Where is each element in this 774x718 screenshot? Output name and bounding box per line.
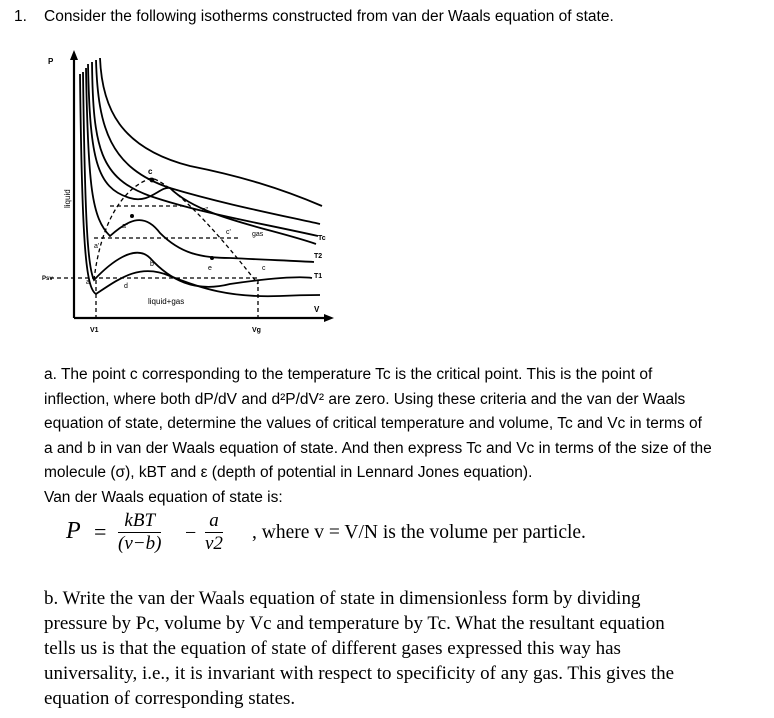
label-b: b xyxy=(150,261,154,268)
fraction-denominator: v2 xyxy=(205,533,223,554)
equation-tail: , where v = V/N is the volume per particle. xyxy=(252,522,586,543)
isotherm-top-1 xyxy=(100,58,322,206)
label-e: e xyxy=(208,265,212,272)
label-v-axis: V xyxy=(314,305,320,314)
equation-minus: − xyxy=(185,522,197,544)
p-axis-arrow xyxy=(70,50,78,60)
point-e-marker xyxy=(210,256,214,260)
label-a1: a' xyxy=(94,243,100,250)
question-number: 1. xyxy=(14,8,27,25)
van-der-waals-equation xyxy=(60,510,760,562)
critical-point-marker xyxy=(150,178,155,183)
label-p-axis: P xyxy=(48,57,54,66)
part-a-line: Van der Waals equation of state is: xyxy=(44,488,283,506)
part-a-line: a. The point c corresponding to the temperature Tc is the critical point. This is the point of xyxy=(44,366,653,383)
label-a2: a" xyxy=(122,223,129,230)
isotherm-tc xyxy=(88,64,316,244)
equation-equals: = xyxy=(94,519,107,544)
isotherm-top-2 xyxy=(96,60,320,224)
fraction-numerator: kBT xyxy=(118,510,161,533)
part-a-text xyxy=(44,363,769,510)
label-psv: Psv xyxy=(42,276,53,282)
fraction-numerator: a xyxy=(205,510,223,533)
label-vg: Vg xyxy=(252,327,261,334)
question-text: Consider the following isotherms constructed from van der Waals equation of state. xyxy=(44,8,614,25)
label-a: a xyxy=(86,279,90,286)
label-c2: c" xyxy=(202,207,208,214)
part-b-line: pressure by Pc, volume by Vc and temperature by Tc. What the resultant equation xyxy=(44,613,665,634)
v-axis-arrow xyxy=(324,314,334,322)
label-critical-c: c xyxy=(148,167,153,176)
label-v1: V1 xyxy=(90,327,99,334)
part-a-line: equation of state, determine the values of critical temperature and volume, Tc and Vc in terms of xyxy=(44,415,702,432)
part-b-line: equation of corresponding states. xyxy=(44,688,296,709)
part-b-text xyxy=(44,586,769,711)
label-gas-c: c xyxy=(262,265,266,272)
point-c2-marker xyxy=(130,214,134,218)
fraction-a xyxy=(205,510,223,555)
label-tc: Tc xyxy=(318,235,326,242)
label-gas: gas xyxy=(252,231,264,238)
label-t2: T2 xyxy=(314,253,323,260)
fraction-denominator: (v−b) xyxy=(118,533,162,554)
part-a-line: a and b in van der Waals equation of state. And then express Tc and Vc in terms of the size of the xyxy=(44,439,712,457)
fraction-kbt xyxy=(118,510,161,555)
label-c1: c' xyxy=(226,229,231,236)
isotherm-figure xyxy=(30,48,340,348)
label-d: d xyxy=(124,283,128,290)
label-liquid-gas: liquid+gas xyxy=(148,297,185,306)
part-b-line: b. Write the van der Waals equation of state in dimensionless form by dividing xyxy=(44,588,641,609)
question-heading xyxy=(14,8,614,26)
label-liquid: liquid xyxy=(63,189,72,208)
label-t1: T1 xyxy=(314,273,323,280)
part-b-line: universality, i.e., it is invariant with respect to specificity of any gas. This gives the xyxy=(44,663,675,684)
part-b-line: tells us is that the equation of state of different gases expressed this way has xyxy=(44,638,621,659)
part-a-line: inflection, where both dP/dV and d²P/dV² are zero. Using these criteria and the van der Waals xyxy=(44,390,686,408)
part-a-line: molecule (σ), kBT and ε (depth of potential in Lennard Jones equation). xyxy=(44,464,533,481)
equation-lhs: P xyxy=(66,518,81,544)
